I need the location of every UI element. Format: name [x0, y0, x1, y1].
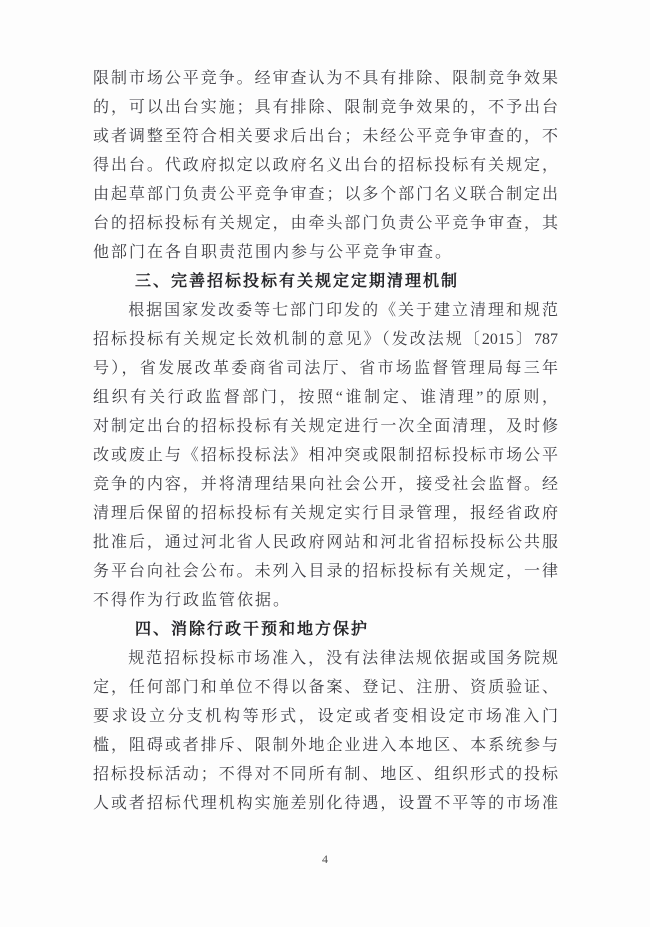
text-line: 由起草部门负责公平竞争审查；以多个部门名义联合制定出 [93, 186, 558, 203]
text-line: 槛，阻碍或者排斥、限制外地企业进入本地区、本系统参与 [93, 737, 558, 754]
text-line: 务平台向社会公布。未列入目录的招标投标有关规定，一律 [93, 563, 558, 580]
document-body [93, 64, 558, 818]
section-heading: 三、完善招标投标有关规定定期清理机制 [135, 273, 460, 290]
text-line: 号），省发展改革委商省司法厅、省市场监督管理局每三年 [93, 360, 558, 377]
text-line: 限制市场公平竞争。经审查认为不具有排除、限制竞争效果 [93, 70, 558, 87]
page-number: 4 [322, 852, 328, 866]
text-line: 定，任何部门和单位不得以备案、登记、注册、资质验证、 [93, 679, 558, 696]
text-line: 批准后，通过河北省人民政府网站和河北省招标投标公共服 [93, 534, 558, 551]
text-line: 竞争的内容，并将清理结果向社会公开，接受社会监督。经 [93, 476, 558, 493]
text-line: 或者调整至符合相关要求后出台；未经公平竞争审查的，不 [93, 128, 558, 145]
text-line: 要求设立分支机构等形式，设定或者变相设定市场准入门 [93, 708, 558, 725]
text-line: 招标投标有关规定长效机制的意见》（发改法规〔2015〕787 [93, 331, 558, 348]
text-line: 规范招标投标市场准入，没有法律法规依据或国务院规 [128, 650, 558, 667]
text-line: 改或废止与《招标投标法》相冲突或限制招标投标市场公平 [93, 447, 558, 464]
text-line: 组织有关行政监督部门，按照“谁制定、谁清理”的原则， [93, 389, 558, 406]
text-line: 人或者招标代理机构实施差别化待遇，设置不平等的市场准 [93, 795, 558, 812]
text-line: 不得作为行政监管依据。 [93, 592, 292, 609]
text-line: 招标投标活动；不得对不同所有制、地区、组织形式的投标 [93, 766, 558, 783]
text-line: 他部门在各自职责范围内参与公平竞争审查。 [93, 244, 454, 261]
text-line: 台的招标投标有关规定，由牵头部门负责公平竞争审查，其 [93, 215, 558, 232]
text-line: 清理后保留的招标投标有关规定实行目录管理，报经省政府 [93, 505, 558, 522]
text-line: 的，可以出台实施；具有排除、限制竞争效果的，不予出台 [93, 99, 558, 116]
section-heading: 四、消除行政干预和地方保护 [135, 621, 370, 638]
text-line: 对制定出台的招标投标有关规定进行一次全面清理，及时修 [93, 418, 558, 435]
text-line: 根据国家发改委等七部门印发的《关于建立清理和规范 [128, 302, 558, 319]
text-line: 得出台。代政府拟定以政府名义出台的招标投标有关规定， [93, 157, 558, 174]
